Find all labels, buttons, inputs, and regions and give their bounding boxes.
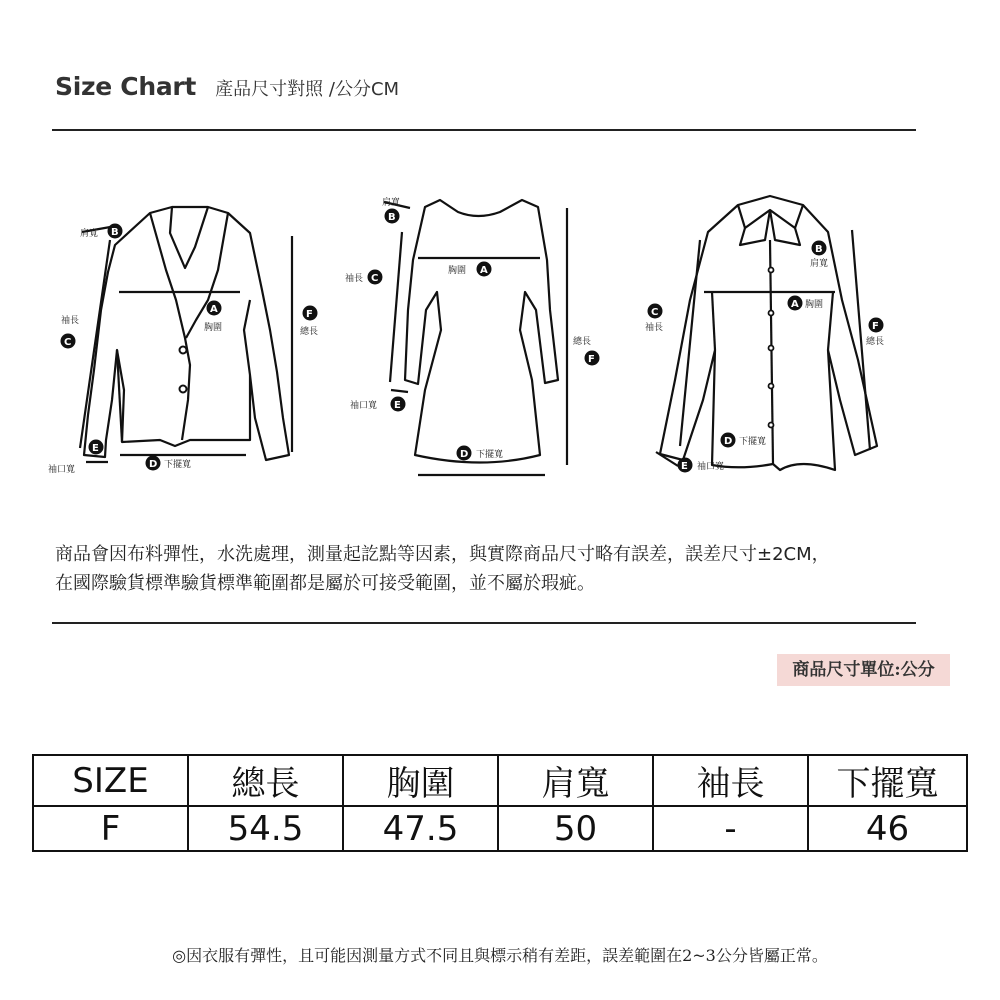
size-table-header-row — [33, 755, 967, 806]
shirt-marker-c — [648, 304, 663, 319]
header-chest: 胸圍 — [343, 755, 498, 806]
jacket-label-length: 總長 — [300, 327, 319, 337]
jacket-label-sleeve: 袖長 — [61, 316, 80, 326]
svg-text:B: B — [111, 227, 119, 238]
note-line-1: 商品會因布料彈性，水洗處理，測量起訖點等因素，與實際商品尺寸略有誤差，誤差尺寸±2CM， — [55, 544, 830, 565]
shirt-label-shoulder: 肩寬 — [810, 259, 829, 269]
header-sleeve: 袖長 — [653, 755, 808, 806]
header-shoulder: 肩寬 — [498, 755, 653, 806]
dress-label-shoulder: 肩寬 — [382, 198, 401, 208]
svg-text:C: C — [371, 273, 379, 284]
measurement-note — [55, 540, 830, 598]
cell-chest: 47.5 — [343, 806, 498, 851]
top-divider — [52, 129, 916, 131]
cell-size: F — [33, 806, 188, 851]
dress-diagram — [384, 200, 567, 475]
bottom-divider — [52, 622, 916, 624]
svg-text:F: F — [588, 354, 595, 365]
jacket-label-shoulder: 肩寬 — [80, 229, 99, 239]
dress-marker-d — [457, 446, 472, 461]
shirt-label-cuff: 袖口寬 — [697, 462, 725, 472]
jacket-label-cuff: 袖口寬 — [48, 465, 76, 475]
shirt-label-sleeve: 袖長 — [645, 323, 664, 333]
shirt-diagram — [656, 196, 877, 470]
svg-text:E: E — [92, 443, 99, 454]
header-length: 總長 — [188, 755, 343, 806]
svg-text:B: B — [388, 212, 396, 223]
jacket-marker-b — [108, 224, 123, 239]
cell-sleeve: - — [653, 806, 808, 851]
cell-hem: 46 — [808, 806, 967, 851]
dress-label-hem: 下擺寬 — [476, 450, 504, 460]
svg-text:D: D — [460, 449, 469, 460]
jacket-marker-d — [146, 456, 161, 471]
jacket-label-chest: 胸圍 — [204, 323, 223, 333]
dress-marker-a — [477, 262, 492, 277]
jacket-marker-c — [61, 334, 76, 349]
dress-label-sleeve: 袖長 — [345, 274, 364, 284]
jacket-marker-a — [207, 301, 222, 316]
size-table — [32, 754, 968, 852]
svg-text:F: F — [872, 321, 879, 332]
note-line-2: 在國際驗貨標準驗貨標準範圍都是屬於可接受範圍，並不屬於瑕疵。 — [55, 573, 595, 594]
dress-marker-e — [391, 397, 406, 412]
dress-marker-f — [585, 351, 600, 366]
header-size: SIZE — [33, 755, 188, 806]
shirt-marker-b — [812, 241, 827, 256]
svg-text:E: E — [681, 461, 688, 472]
shirt-marker-e — [678, 458, 693, 473]
size-table-row — [33, 806, 967, 851]
shirt-label-chest: 胸圍 — [805, 300, 824, 310]
svg-text:B: B — [815, 244, 823, 255]
title-zh: 產品尺寸對照 /公分CM — [215, 79, 400, 100]
cell-length: 54.5 — [188, 806, 343, 851]
garment-diagrams — [0, 180, 1000, 490]
jacket-marker-e — [89, 440, 104, 455]
svg-text:C: C — [64, 337, 72, 348]
header-hem: 下擺寬 — [808, 755, 967, 806]
title-en: Size Chart — [55, 72, 197, 101]
chart-header — [55, 72, 399, 101]
dress-label-chest: 胸圍 — [448, 266, 467, 276]
svg-text:E: E — [394, 400, 401, 411]
unit-tag: 商品尺寸單位:公分 — [777, 654, 950, 686]
footer-note: ◎因衣服有彈性，且可能因測量方式不同且與標示稍有差距，誤差範圍在2~3公分皆屬正常。 — [172, 946, 828, 965]
dress-marker-c — [368, 270, 383, 285]
svg-text:D: D — [149, 459, 158, 470]
shirt-marker-f — [869, 318, 884, 333]
dress-label-length: 總長 — [573, 337, 592, 347]
svg-text:F: F — [306, 309, 313, 320]
shirt-marker-a — [788, 296, 803, 311]
cell-shoulder: 50 — [498, 806, 653, 851]
shirt-label-length: 總長 — [866, 337, 885, 347]
jacket-diagram — [80, 207, 292, 462]
svg-text:A: A — [210, 304, 218, 315]
svg-text:A: A — [480, 265, 488, 276]
jacket-label-hem: 下擺寬 — [164, 460, 192, 470]
svg-text:A: A — [791, 299, 799, 310]
svg-text:D: D — [724, 436, 733, 447]
dress-marker-b — [385, 209, 400, 224]
dress-label-cuff: 袖口寬 — [350, 401, 378, 411]
jacket-marker-f — [303, 306, 318, 321]
shirt-marker-d — [721, 433, 736, 448]
svg-text:C: C — [651, 307, 659, 318]
shirt-label-hem: 下擺寬 — [739, 437, 767, 447]
